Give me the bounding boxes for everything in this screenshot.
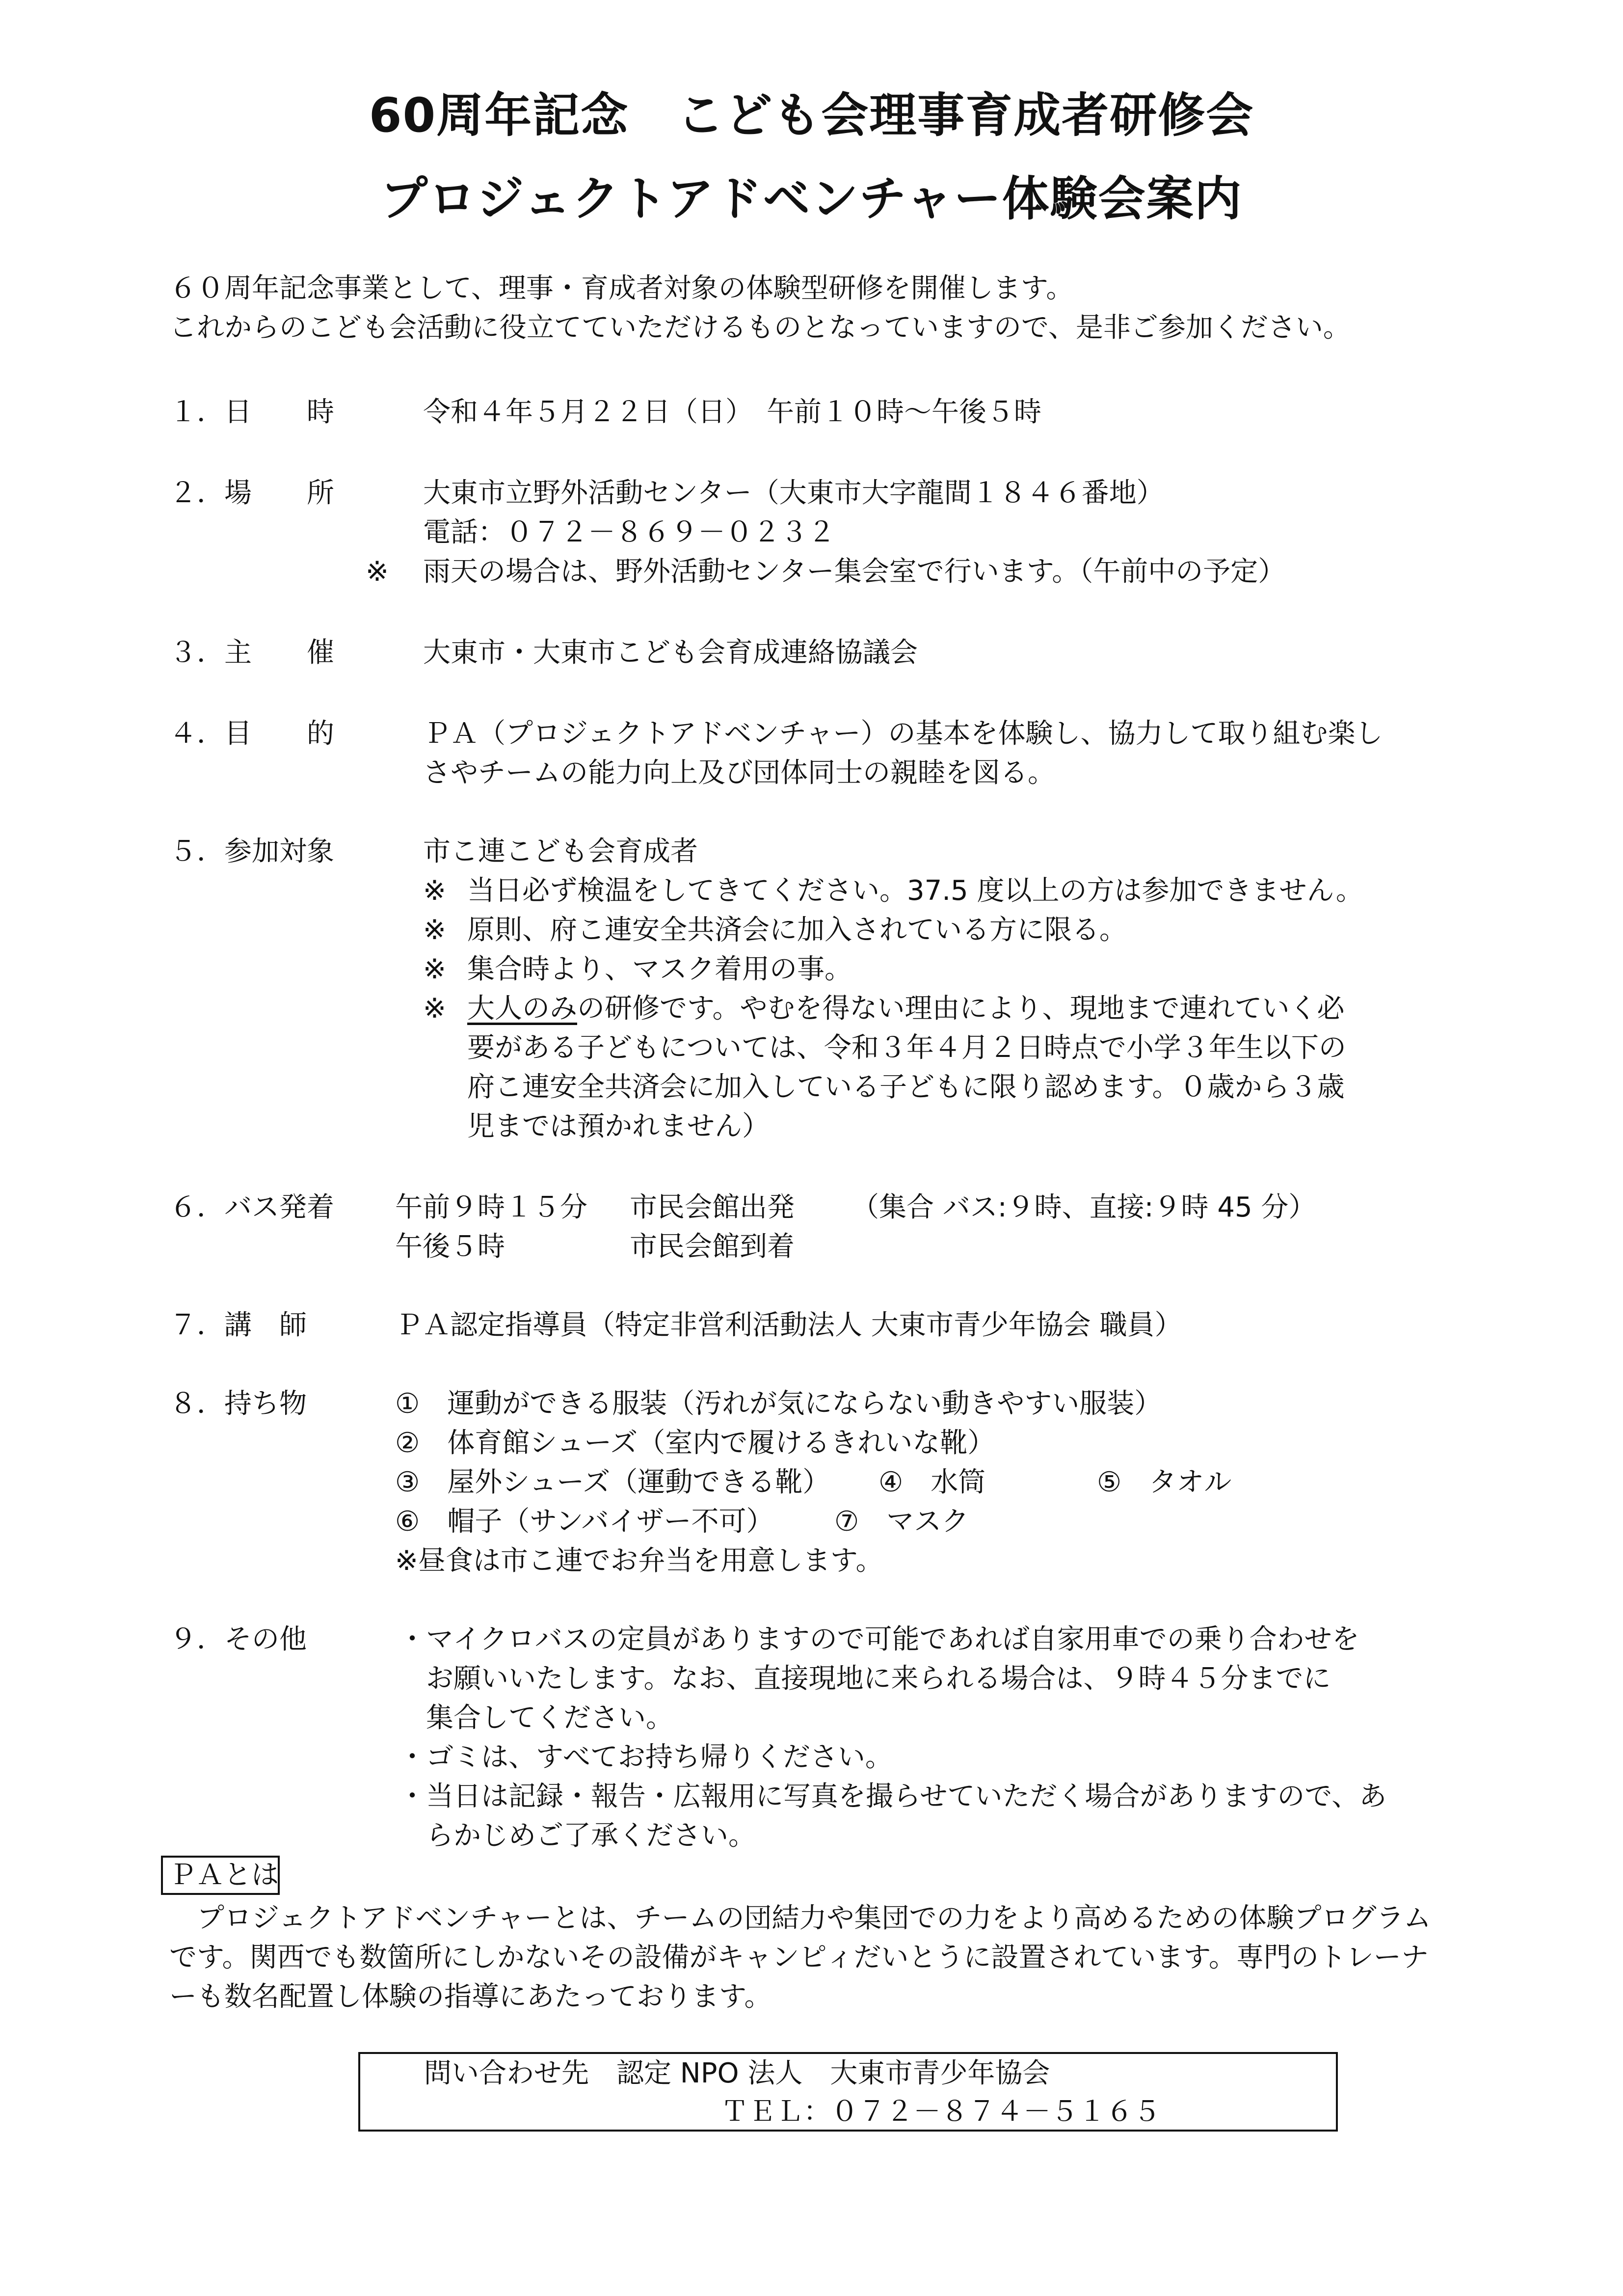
purpose-label: ４．目 的	[169, 718, 334, 750]
target-note3-mark: ※	[423, 953, 446, 985]
belongings-item5: ⑤ タオル	[1097, 1466, 1232, 1498]
contact-box	[358, 2052, 1338, 2132]
belongings-item6: ⑥ 帽子（サンバイザー不可）	[395, 1506, 774, 1538]
contact-phone: ＴＥＬ：０７２－８７４－５１６５	[721, 2096, 1161, 2128]
place-note-mark: ※	[366, 556, 389, 588]
pa-description-line1: プロジェクトアドベンチャーとは、チームの団結力や集団での力をより高めるための体験プログラム	[169, 1902, 1431, 1934]
intro-line2: これからのこども会活動に役立てていただけるものとなっていますので、是非ご参加ください。	[169, 312, 1351, 344]
intro-line1: ６０周年記念事業として、理事・育成者対象の体験型研修を開催します。	[169, 272, 1074, 304]
other-bullet3-line2: らかじめご了承ください。	[426, 1820, 756, 1852]
belongings-note: ※昼食は市こ連でお弁当を用意します。	[395, 1545, 883, 1577]
date-label: １．日 時	[169, 396, 334, 428]
pa-description-line3: ーも数名配置し体験の指導にあたっております。	[169, 1981, 772, 2013]
other-bullet1-line2: お願いいたします。なお、直接現地に来られる場合は、９時４５分までに	[426, 1663, 1331, 1695]
target-note2: 原則、府こ連安全共済会に加入されている方に限る。	[467, 914, 1127, 946]
belongings-item3: ③ 屋外シューズ（運動できる靴）	[395, 1466, 830, 1498]
bus-label: ６．バス発着	[169, 1191, 334, 1223]
other-bullet1-line1: ・マイクロバスの定員がありますので可能であれば自家用車での乗り合わせを	[399, 1623, 1359, 1655]
instructor-value: ＰＡ認定指導員（特定非営利活動法人 大東市青少年協会 職員）	[395, 1309, 1182, 1341]
target-value: 市こ連こども会育成者	[423, 836, 698, 867]
purpose-line2: さやチームの能力向上及び団体同士の親睦を図る。	[423, 757, 1055, 789]
belongings-item2: ② 体育館シューズ（室内で履けるきれいな靴）	[395, 1427, 995, 1459]
place-label: ２．場 所	[169, 477, 334, 509]
target-note4-line3: 府こ連安全共済会に加入している子どもに限り認めます。０歳から３歳	[467, 1071, 1345, 1103]
bus-depart-time: 午前９時１５分	[395, 1191, 587, 1223]
instructor-label: ７．講 師	[169, 1309, 307, 1341]
target-note4-mark: ※	[423, 993, 446, 1025]
pa-description-line2: です。関西でも数箇所にしかないその設備がキャンピィだいとうに設置されています。専門のトレーナ	[169, 1942, 1429, 1973]
place-tel: 電話：０７２－８６９－０２３２	[423, 516, 835, 548]
other-bullet2: ・ゴミは、すべてお持ち帰りください。	[399, 1741, 893, 1773]
belongings-item7: ⑦ マスク	[834, 1506, 969, 1538]
other-label: ９．その他	[169, 1623, 307, 1655]
pa-heading-box: ＰＡとは	[161, 1856, 280, 1895]
target-note4	[467, 989, 1345, 1028]
belongings-item4: ④ 水筒	[878, 1466, 986, 1498]
target-note3: 集合時より、マスク着用の事。	[467, 953, 852, 985]
target-note4-line4: 児までは預かれません）	[467, 1110, 770, 1142]
target-note4-line2: 要がある子どもについては、令和３年４月２日時点で小学３年生以下の	[467, 1032, 1346, 1064]
host-label: ３．主 催	[169, 637, 334, 669]
target-note1: 当日必ず検温をしてきてください。37.5 度以上の方は参加できません。	[467, 875, 1363, 907]
target-label: ５．参加対象	[169, 836, 334, 867]
other-bullet1-line3: 集合してください。	[426, 1702, 673, 1734]
contact-organization: 問い合わせ先 認定 NPO 法人 大東市青少年協会	[424, 2057, 1050, 2089]
bus-depart-note: （集合 バス:９時、直接:９時 45 分）	[851, 1191, 1316, 1223]
place-note: 雨天の場合は、野外活動センター集会室で行います。（午前中の予定）	[423, 556, 1286, 588]
target-note1-mark: ※	[423, 875, 446, 907]
date-value: 令和４年５月２２日（日） 午前１０時～午後５時	[423, 396, 1041, 428]
belongings-label: ８．持ち物	[169, 1388, 307, 1420]
purpose-line1: ＰＡ（プロジェクトアドベンチャー）の基本を体験し、協力して取り組む楽し	[423, 718, 1383, 750]
belongings-item1: ① 運動ができる服装（汚れが気にならない動きやすい服装）	[395, 1388, 1162, 1420]
target-note2-mark: ※	[423, 914, 446, 946]
bus-arrive-place: 市民会館到着	[630, 1231, 795, 1263]
place-value: 大東市立野外活動センター（大東市大字龍間１８４６番地）	[423, 477, 1164, 509]
bus-depart-place: 市民会館出発	[630, 1191, 795, 1223]
page-title-line1: 60周年記念 こども会理事育成者研修会	[369, 88, 1254, 143]
page-title-line2: プロジェクトアドベンチャー体験会案内	[380, 171, 1243, 226]
target-note4-rest: の研修です。やむを得ない理由により、現地まで連れていく必	[577, 993, 1345, 1025]
other-bullet3-line1: ・当日は記録・報告・広報用に写真を撮らせていただく場合がありますので、あ	[399, 1781, 1387, 1812]
host-value: 大東市・大東市こども会育成連絡協議会	[423, 637, 918, 669]
bus-arrive-time: 午後５時	[395, 1231, 505, 1263]
adults-only-text: 大人のみ	[467, 993, 577, 1025]
